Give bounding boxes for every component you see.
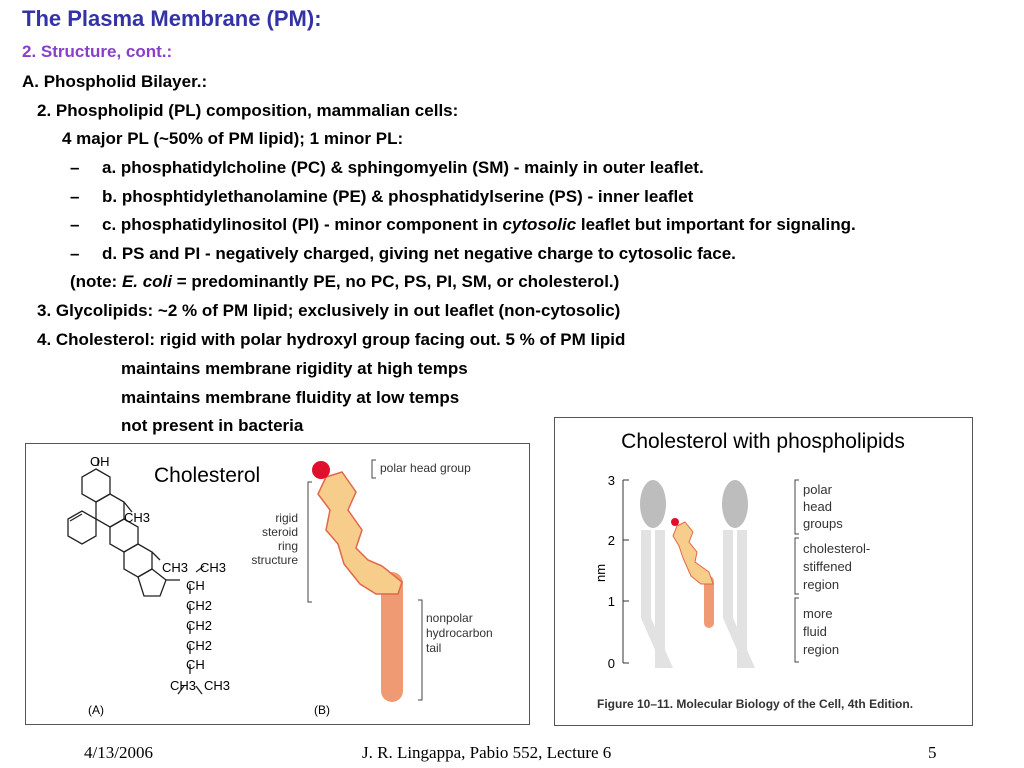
groups-label: groups [803,516,843,531]
fluid-label: fluid [803,624,827,639]
ch2-label: CH2 [186,638,213,653]
ch3-label: CH3 [170,678,197,693]
note-ecoli [70,272,619,292]
bullet-dash: – [70,215,80,234]
ch2-label: CH2 [186,598,213,613]
rigid-text: rigid [275,511,298,525]
bullet-pe-ps: b. phosphtidylethanolamine (PE) & phosphatidylserine (PS) - inner leaflet [102,187,694,206]
ch3-label: CH3 [124,510,151,525]
oh-label: OH [90,454,110,469]
pl-major-line: 4 major PL (~50% of PM lipid); 1 minor PL: [62,129,404,148]
note-italic: E. coli [121,272,173,291]
polar-head-text: polar head group [380,461,471,475]
bullet-dash: – [70,187,80,206]
bullet-pi [102,215,856,235]
glycolipids-line: 3. Glycolipids: ~2 % of PM lipid; exclusively in out leaflet (non-cytosolic) [37,301,621,320]
heading-phospholipid-bilayer: A. Phospholid Bilayer.: [22,72,208,91]
slide-title: The Plasma Membrane (PM): [22,6,322,31]
cholesterol-line: 4. Cholesterol: rigid with polar hydroxyl group facing out. 5 % of PM lipid [37,330,626,349]
tick-label: 1 [607,594,615,609]
tick-label: 0 [607,656,615,671]
ch2-label: CH2 [186,618,213,633]
panel-b-label: (B) [314,703,330,717]
bullet-ps-pi-charge: d. PS and PI - negatively charged, giving net negative charge to cytosolic face. [102,244,736,263]
cholesterol-figure [25,443,530,725]
ch-label: CH [186,657,205,672]
chol-point-fluidity: maintains membrane fluidity at low temps [121,388,460,407]
footer-date: 4/13/2006 [84,743,153,762]
hydrocarbon-text: hydrocarbon [426,626,493,640]
cholesterol-phospholipids-svg [555,418,972,725]
axis-label: nm [593,563,608,583]
cholesterol-molecule [671,518,714,628]
steroid-ring-shape [318,472,402,594]
chol-point-bacteria: not present in bacteria [121,416,304,435]
structure-text: structure [251,553,298,567]
polar-label: polar [803,482,832,497]
tail-text: tail [426,641,442,655]
polar-head-circle [312,461,330,479]
bullet-dash: – [70,158,80,177]
cholesterol-label: Cholesterol [154,464,261,487]
bullet-pi-italic: cytosolic [502,215,577,234]
cholesterol-stiffened-label: cholesterol- [803,541,871,556]
cholesterol-figure-svg [26,444,529,724]
figure-right-title: Cholesterol with phospholipids [621,430,905,453]
ch3-label: CH3 [204,678,231,693]
footer-center: J. R. Lingappa, Pabio 552, Lecture 6 [362,743,612,762]
ch3-label: CH3 [162,560,189,575]
nm-axis [623,480,629,663]
stiffened-label: stiffened [803,559,852,574]
note-pre: (note: [70,272,122,291]
phospholipid-left [640,480,673,668]
slide-subtitle: 2. Structure, cont.: [22,42,173,61]
bullet-pi-post: leaflet but important for signaling. [576,215,856,234]
figure-caption: Figure 10–11. Molecular Biology of the Cell, 4th Edition. [597,697,914,711]
bullet-dash: – [70,244,80,263]
chol-point-rigidity: maintains membrane rigidity at high temps [121,359,468,378]
bullet-pc-sm: a. phosphatidylcholine (PC) & sphingomyelin (SM) - mainly in outer leaflet. [102,158,704,177]
nonpolar-text: nonpolar [426,611,473,625]
head-label: head [803,499,832,514]
tick-label: 2 [607,533,615,548]
footer-page-number: 5 [928,743,937,762]
region-label: region [803,577,840,592]
ring-text: ring [277,539,298,553]
steroid-text: steroid [261,525,298,539]
cholesterol-phospholipids-figure [554,417,973,726]
region-brackets [795,480,799,662]
tick-label: 3 [607,473,615,488]
note-post: = predominantly PE, no PC, PS, PI, SM, or cholesterol.) [172,272,620,291]
ch3-label: CH3 [200,560,227,575]
ch-label: CH [186,578,205,593]
pl-composition-heading: 2. Phospholipid (PL) composition, mammalian cells: [37,101,459,120]
bullet-pi-pre: c. phosphatidylinositol (PI) - minor component in [102,215,503,234]
panel-a-label: (A) [88,703,104,717]
steroid-skeleton [68,458,204,694]
region-label: region [803,642,840,657]
more-label: more [803,606,833,621]
phospholipid-right [722,480,755,668]
